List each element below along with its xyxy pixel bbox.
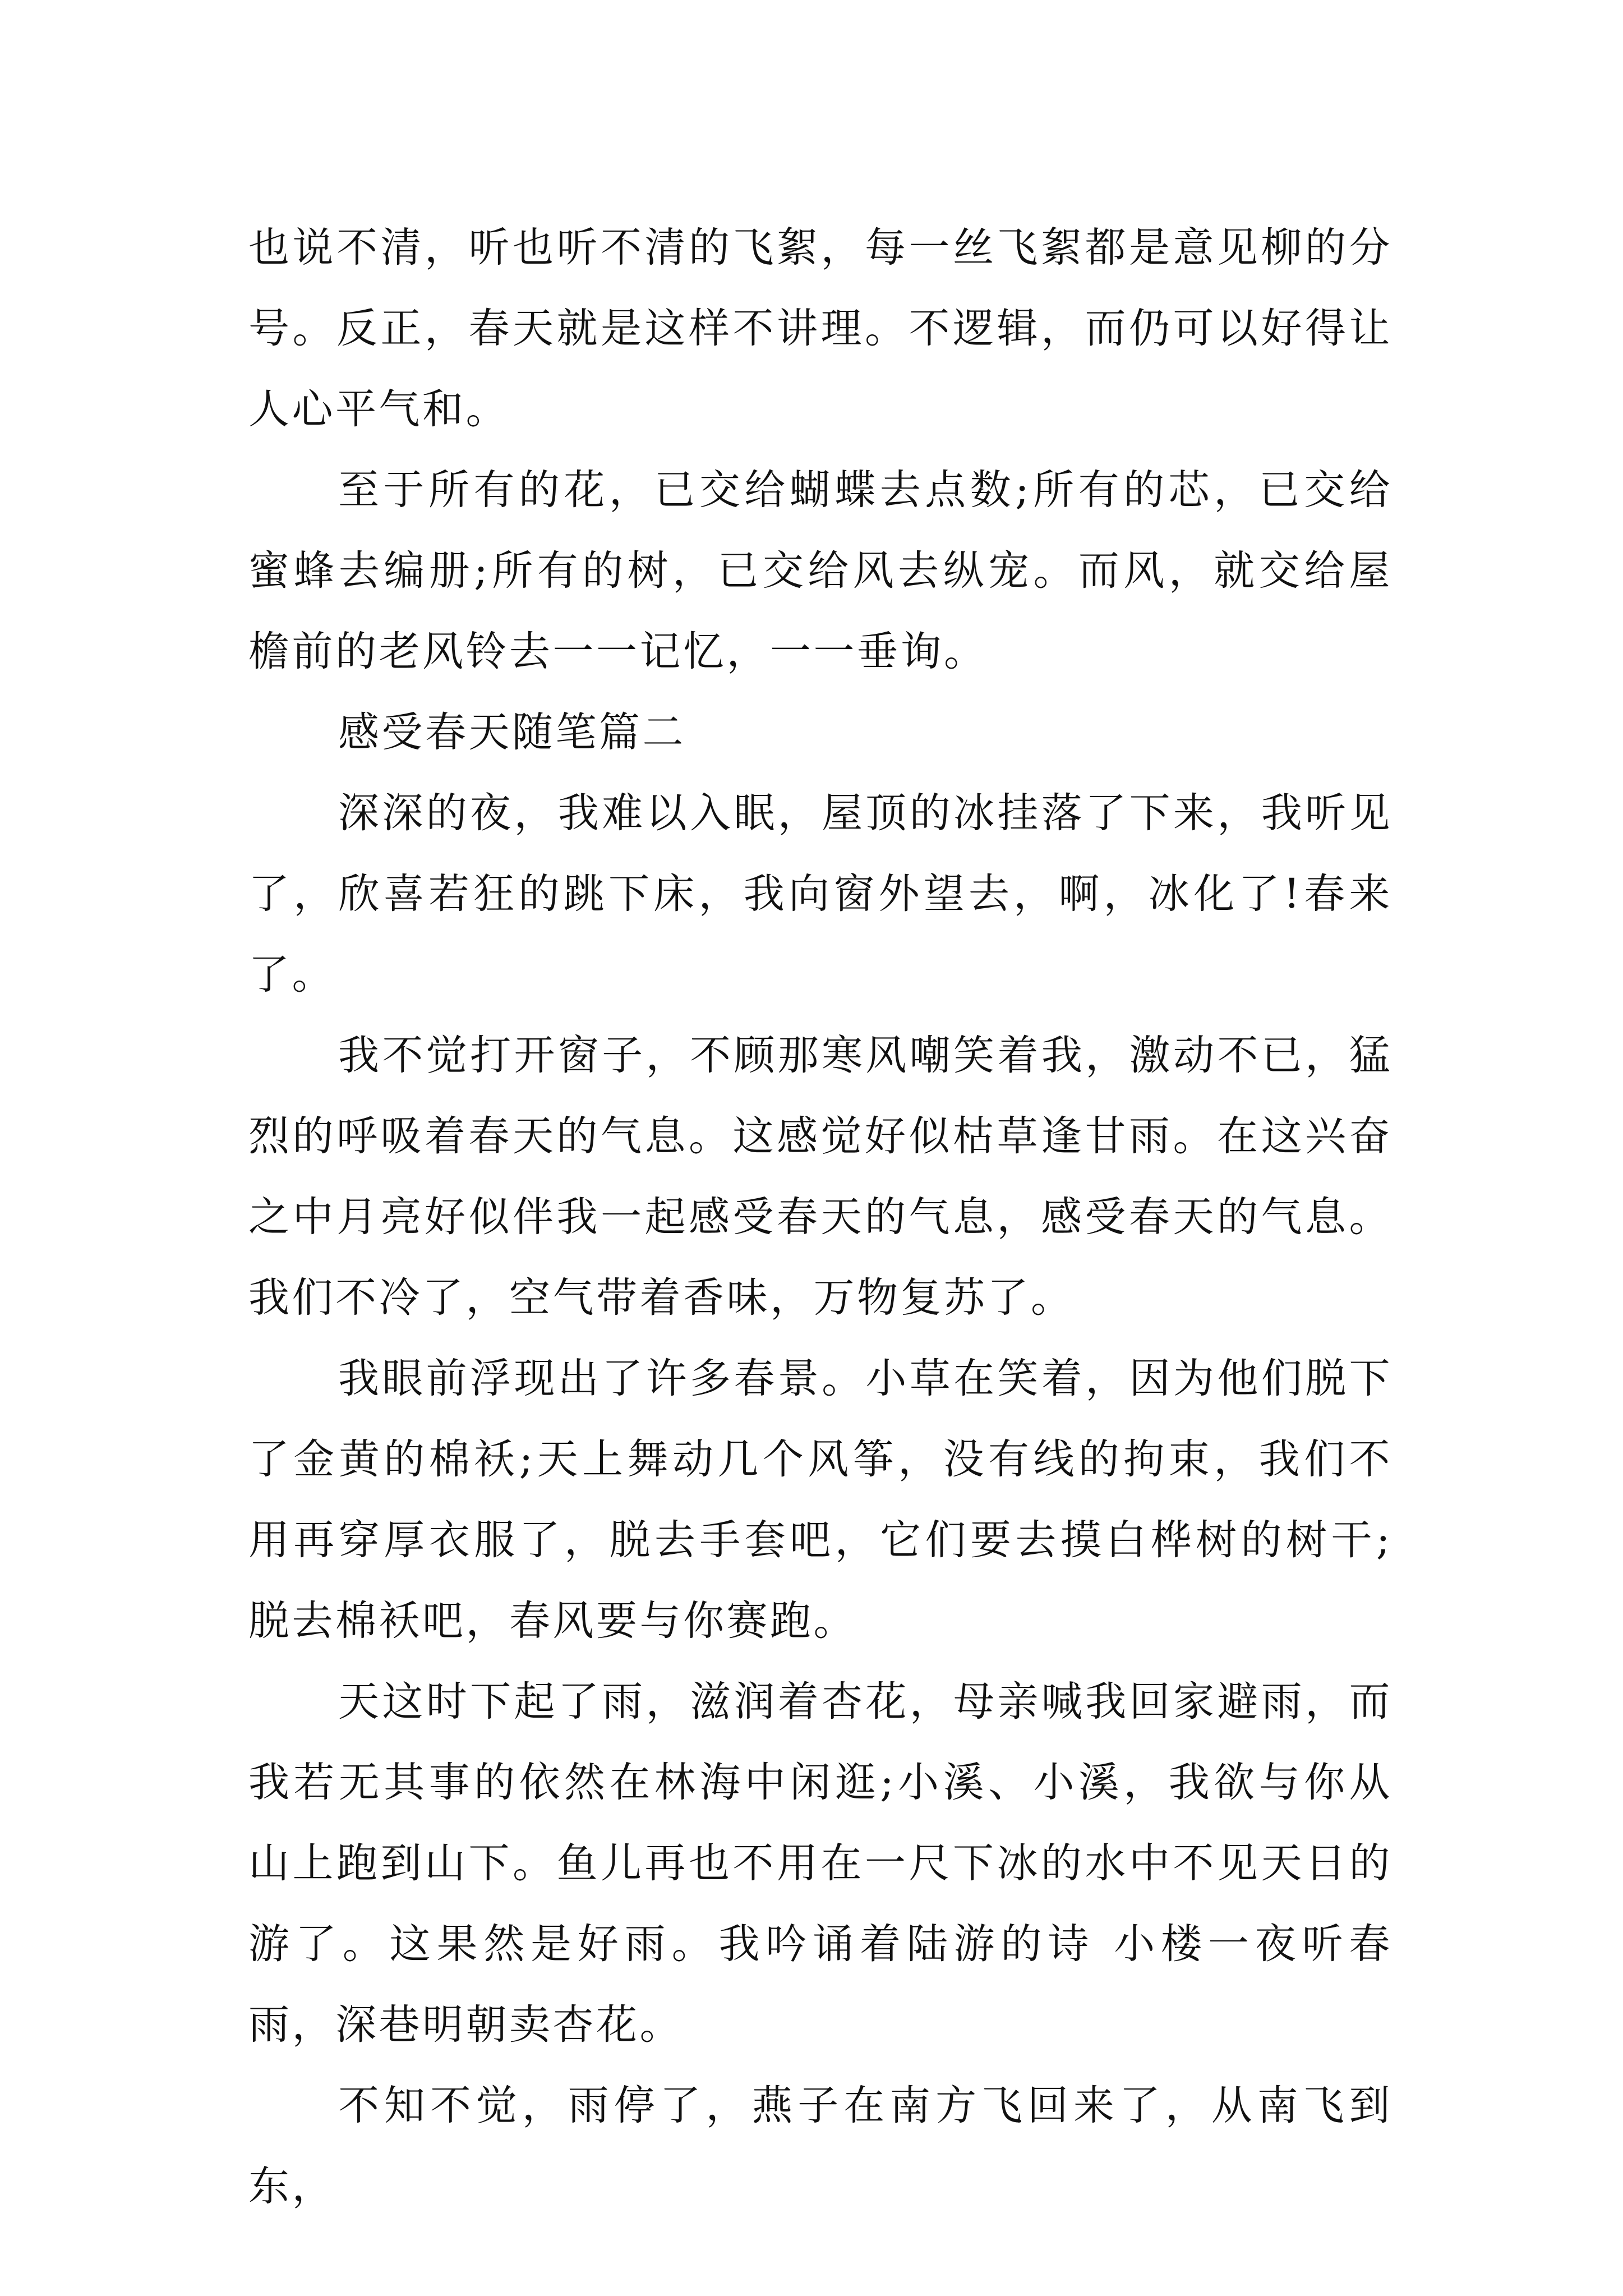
paragraph: 天这时下起了雨，滋润着杏花，母亲喊我回家避雨，而我若无其事的依然在林海中闲逛;小溪、小溪，我欲与你从山上跑到山下。鱼儿再也不用在一尺下冰的水中不见天日的游了。这果然是好雨。我吟诵着陆游的诗 小楼一夜听春雨，深巷明朝卖杏花。 <box>248 1678 1393 2049</box>
paragraph-continued: 也说不清，听也听不清的飞絮，每一丝飞絮都是意见柳的分号。反正，春天就是这样不讲理。不逻辑，而仍可以好得让人心平气和。 <box>248 224 1393 433</box>
section-heading: 感受春天随笔篇二 <box>338 708 686 756</box>
document-body <box>248 208 1393 2227</box>
paragraph: 至于所有的花，已交给蝴蝶去点数;所有的芯，已交给蜜蜂去编册;所有的树，已交给风去纵宠。而风，就交给屋檐前的老风铃去一一记忆，一一垂询。 <box>248 466 1393 675</box>
paragraph: 我眼前浮现出了许多春景。小草在笑着，因为他们脱下了金黄的棉袄;天上舞动几个风筝，没有线的拘束，我们不用再穿厚衣服了，脱去手套吧，它们要去摸白桦树的树干;脱去棉袄吧，春风要与你赛跑。 <box>248 1355 1393 1645</box>
paragraph: 我不觉打开窗子，不顾那寒风嘲笑着我，激动不已，猛烈的呼吸着春天的气息。这感觉好似枯草逢甘雨。在这兴奋之中月亮好似伴我一起感受春天的气息，感受春天的气息。我们不冷了，空气带着香味，万物复苏了。 <box>248 1032 1393 1322</box>
paragraph: 深深的夜，我难以入眠，屋顶的冰挂落了下来，我听见了，欣喜若狂的跳下床，我向窗外望去，啊，冰化了!春来了。 <box>248 789 1393 999</box>
paragraph: 不知不觉，雨停了，燕子在南方飞回来了，从南飞到东， <box>248 2082 1393 2210</box>
